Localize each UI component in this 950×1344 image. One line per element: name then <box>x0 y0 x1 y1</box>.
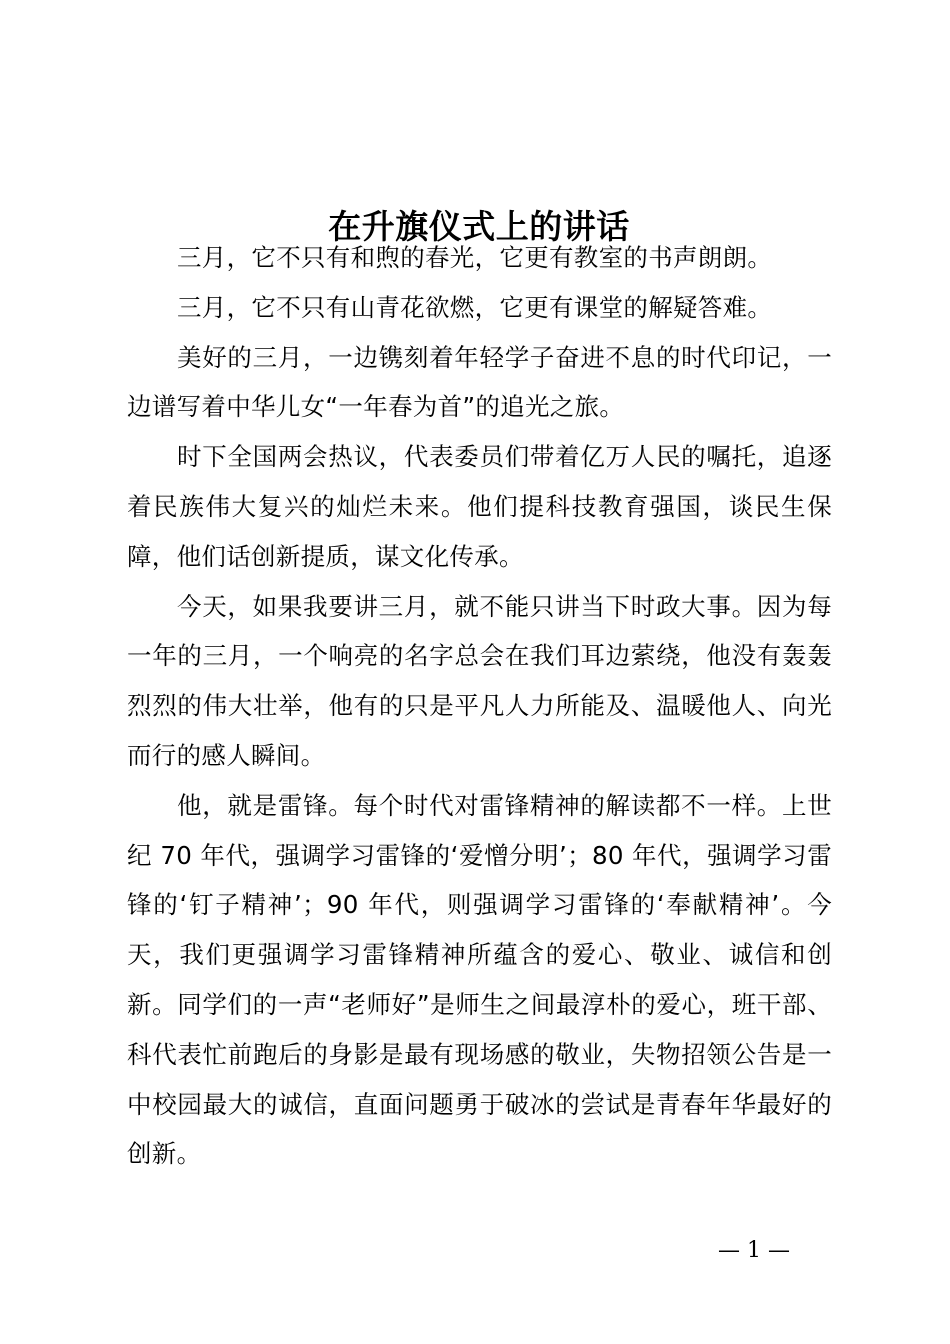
paragraph: 他，就是雷锋。每个时代对雷锋精神的解读都不一样。上世纪 70 年代，强调学习雷锋的‘爱憎分明’；80 年代，强调学习雷锋的‘钉子精神’；90 年代，则强调学习雷锋的‘奉献精神’。今天，我们更强调学习雷锋精神所蕴含的爱心、敬业、诚信和创新。同学们的一声“老师好”是师生之间最淳朴的爱心，班干部、科代表忙前跑后的身影是最有现场感的敬业，失物招领公告是一中校园最大的诚信，直面问题勇于破冰的尝试是青春年华最好的创新。 <box>127 790 832 1169</box>
page-number: — 1 — <box>718 1238 790 1263</box>
page-title: 在升旗仪式上的讲话 <box>328 207 630 247</box>
speech-body <box>127 233 832 1179</box>
paragraph: 三月，它不只有和煦的春光，它更有教室的书声朗朗。 <box>177 243 773 272</box>
paragraph: 美好的三月，一边镌刻着年轻学子奋进不息的时代印记，一边谱写着中华儿女“一年春为首”的追光之旅。 <box>127 342 832 422</box>
paragraph: 今天，如果我要讲三月，就不能只讲当下时政大事。因为每一年的三月，一个响亮的名字总会在我们耳边萦绕，他没有轰轰烈烈的伟大壮举，他有的只是平凡人力所能及、温暖他人、向光而行的感人瞬间。 <box>127 591 832 770</box>
paragraph: 三月，它不只有山青花欲燃，它更有课堂的解疑答难。 <box>177 292 773 322</box>
paragraph: 时下全国两会热议，代表委员们带着亿万人民的嘱托，追逐着民族伟大复兴的灿烂未来。他们提科技教育强国，谈民生保障，他们话创新提质，谋文化传承。 <box>127 442 832 571</box>
